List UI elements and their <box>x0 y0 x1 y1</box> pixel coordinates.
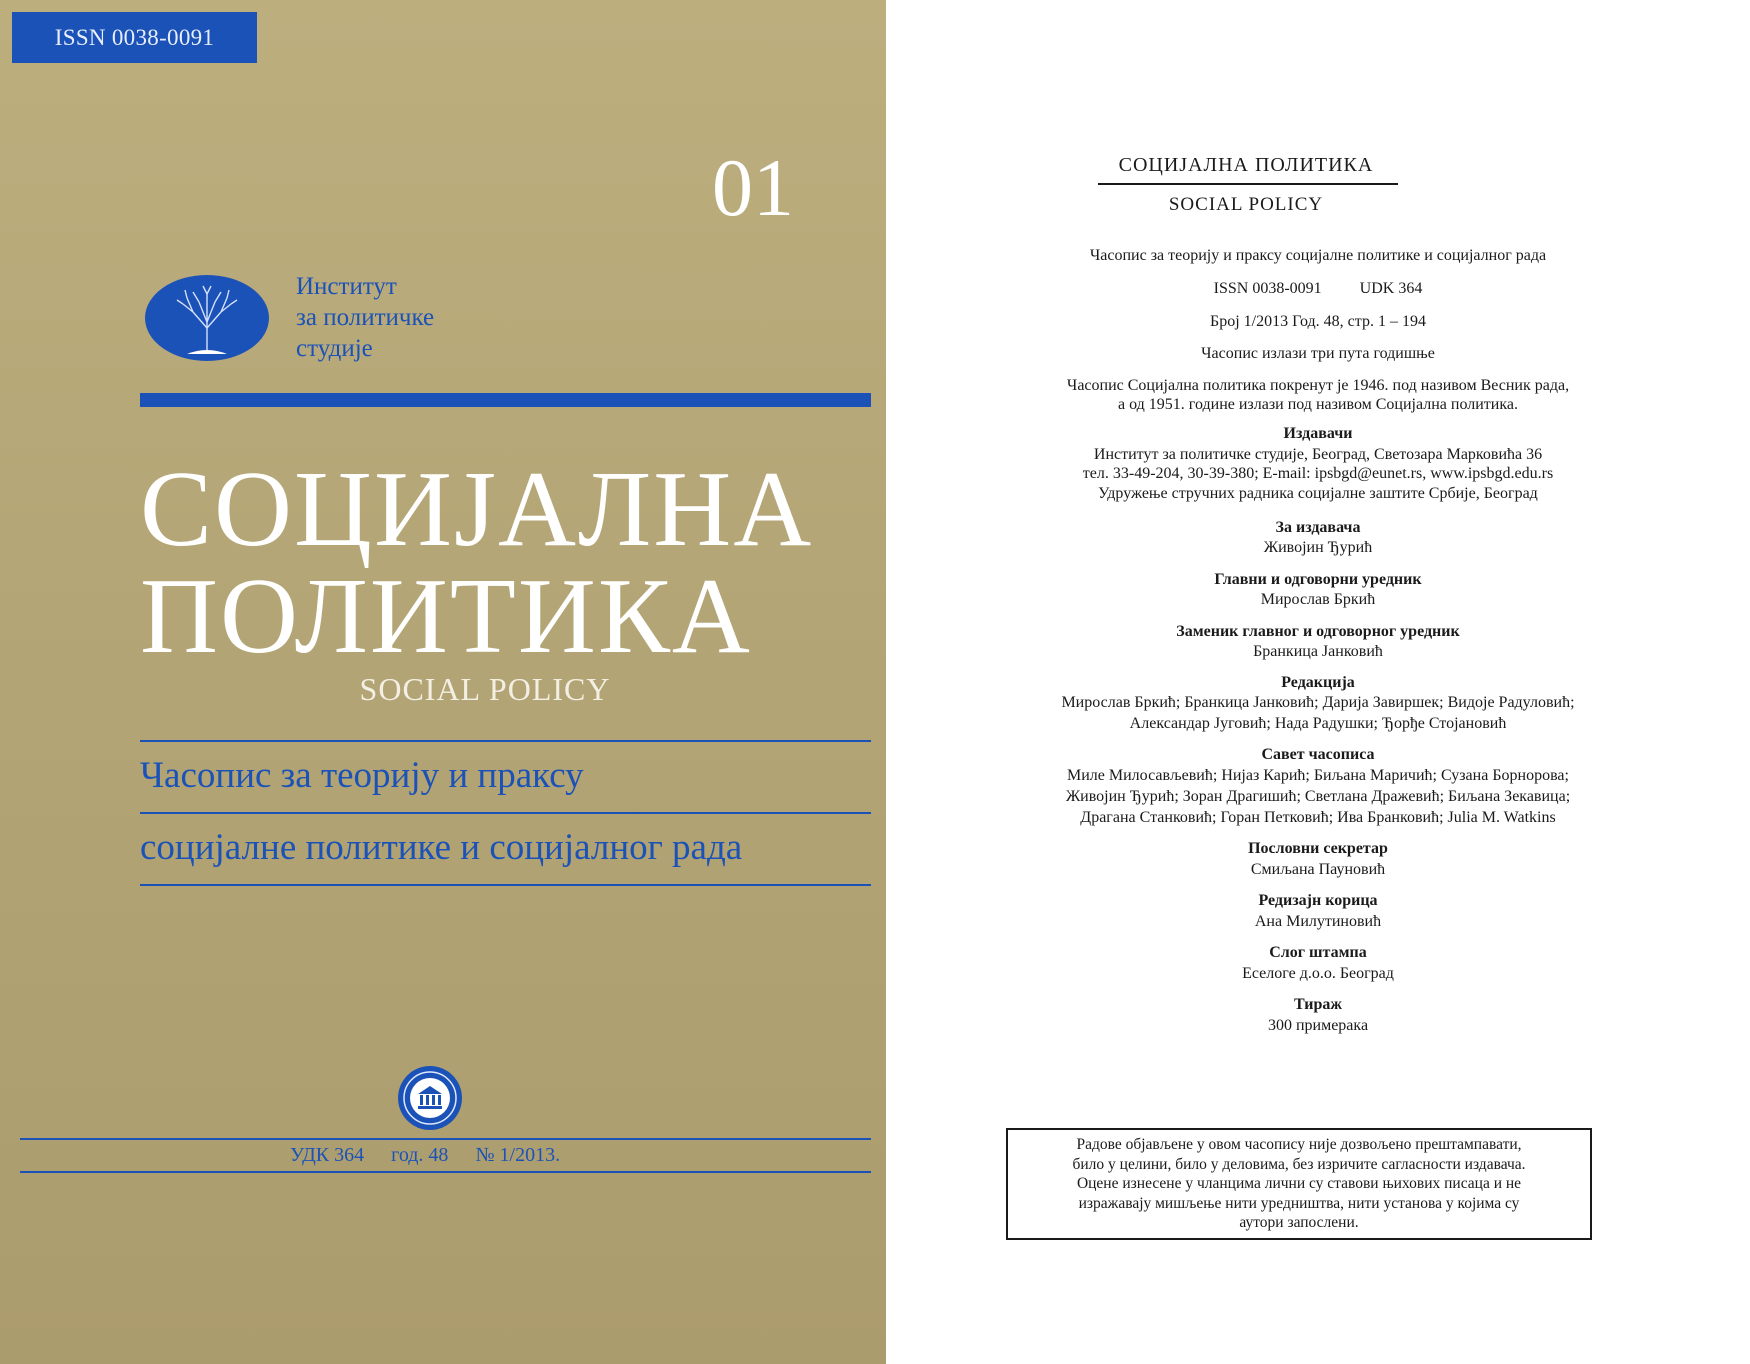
cover-description-line1: Часопис за теорију и праксу <box>140 755 584 796</box>
institute-line: Институт <box>296 273 397 300</box>
institute-line: за политичке <box>296 304 435 331</box>
cover-issn-badge: ISSN 0038-0091 <box>12 12 257 63</box>
institute-name <box>296 272 596 365</box>
identifiers <box>886 279 1750 298</box>
udk-text: UDK 364 <box>1359 280 1423 297</box>
copyright-notice <box>1006 1128 1592 1240</box>
cover-design-name: Ана Милутиновић <box>1254 913 1382 930</box>
cover-year: год. 48 <box>391 1144 449 1166</box>
publisher-contact: тел. 33-49-204, 30-39-380; E-mail: ipsbgd@eunet.rs, www.ipsbgd.edu.rs <box>1082 465 1554 482</box>
cover-bottom-rule <box>20 1171 871 1173</box>
cover-issue-info <box>290 1140 710 1170</box>
cover-description-line2: социјалне политике и социјалног рада <box>140 827 743 868</box>
print-heading: Слог штампа <box>1269 944 1367 961</box>
notice-line: изражавају мишљење нити уредништва, нити установа у којима су <box>1078 1194 1520 1212</box>
notice-line: аутори запослени. <box>1239 1214 1359 1231</box>
publisher-line: Институт за политичке студије, Београд, Светозара Марковића 36 <box>1093 446 1543 463</box>
for-publisher-name: Живојин Ђурић <box>1263 539 1373 556</box>
editor-heading: Главни и одговорни уредник <box>1214 571 1422 588</box>
for-publisher-heading: За издавача <box>1275 519 1361 536</box>
history-line: Часопис Социјална политика покренут је 1946. под називом Весник рада, <box>1066 377 1570 394</box>
cover-design-heading: Редизајн корица <box>1258 892 1378 909</box>
cover-divider <box>140 884 871 886</box>
notice-line: Радове објављене у овом часопису није дозвољено прештампавати, <box>1076 1136 1522 1153</box>
print-name: Еселоге д.о.о. Београд <box>1242 965 1394 982</box>
journal-description: Часопис за теорију и праксу социјалне политике и социјалног рада <box>1089 247 1547 264</box>
cover-udk: УДК 364 <box>290 1144 365 1166</box>
council-heading: Савет часописа <box>1261 746 1375 763</box>
council-line: Драгана Станковић; Горан Петковић; Ива Бранковић; Julia M. Watkins <box>1080 809 1556 826</box>
publisher-line: Удружење стручних радника социјалне заштите Србије, Београд <box>1098 485 1538 502</box>
notice-line: Оцене изнесене у чланцима лични су ставови њихових писаца и не <box>1076 1175 1522 1192</box>
cover-title-line1: СОЦИЈАЛНА <box>140 450 814 569</box>
institute-seal-icon <box>396 1064 464 1132</box>
imprint-page <box>886 0 1750 1364</box>
cover-divider <box>140 812 871 814</box>
issue-info: Број 1/2013 Год. 48, стр. 1 – 194 <box>1210 313 1426 330</box>
deputy-heading: Заменик главног и одговорног уредник <box>1176 623 1460 640</box>
cover-title-line2: ПОЛИТИКА <box>140 557 752 676</box>
circulation-value: 300 примерака <box>1267 1017 1369 1034</box>
council-line: Миле Милосављевић; Нијаз Карић; Биљана Маричић; Сузана Борнорова; <box>1067 767 1569 784</box>
secretary-heading: Пословни секретар <box>1248 840 1388 857</box>
cover-number: № 1/2013. <box>475 1144 561 1166</box>
secretary-name: Смиљана Пауновић <box>1250 861 1386 878</box>
circulation-heading: Тираж <box>1294 996 1342 1013</box>
frequency-text: Часопис излази три пута годишње <box>1201 345 1435 362</box>
board-line: Александар Југовић; Нада Радушки; Ђорђе Стојановић <box>1129 715 1507 732</box>
cover-subtitle: SOCIAL POLICY <box>359 671 611 707</box>
cover-accent-bar <box>140 393 871 407</box>
publishers-heading: Издавачи <box>1283 425 1353 442</box>
page-title: СОЦИЈАЛНА ПОЛИТИКА <box>1118 154 1374 176</box>
cover-divider <box>140 740 871 742</box>
editor-name: Мирослав Бркић <box>1260 591 1376 608</box>
page-subtitle: SOCIAL POLICY <box>1168 194 1324 215</box>
notice-line: било у целини, било у деловима, без изричите сагласности издавача. <box>1072 1155 1526 1173</box>
deputy-name: Бранкица Јанковић <box>1253 643 1383 660</box>
tree-oval-icon <box>143 272 271 364</box>
cover-issue-number: 01 <box>712 142 794 233</box>
title-rule <box>1098 183 1398 185</box>
history-line: а од 1951. године излази под називом Социјална политика. <box>1118 396 1518 413</box>
council-line: Живојин Ђурић; Зоран Драгишић; Светлана Дражевић; Биљана Зекавица; <box>1065 788 1571 805</box>
issn-text: ISSN 0038-0091 <box>1213 280 1322 297</box>
board-heading: Редакција <box>1281 674 1355 691</box>
institute-line: студије <box>296 335 373 362</box>
board-line: Мирослав Бркић; Бранкица Јанковић; Дарија Завиршек; Видоје Радуловић; <box>1061 694 1575 711</box>
